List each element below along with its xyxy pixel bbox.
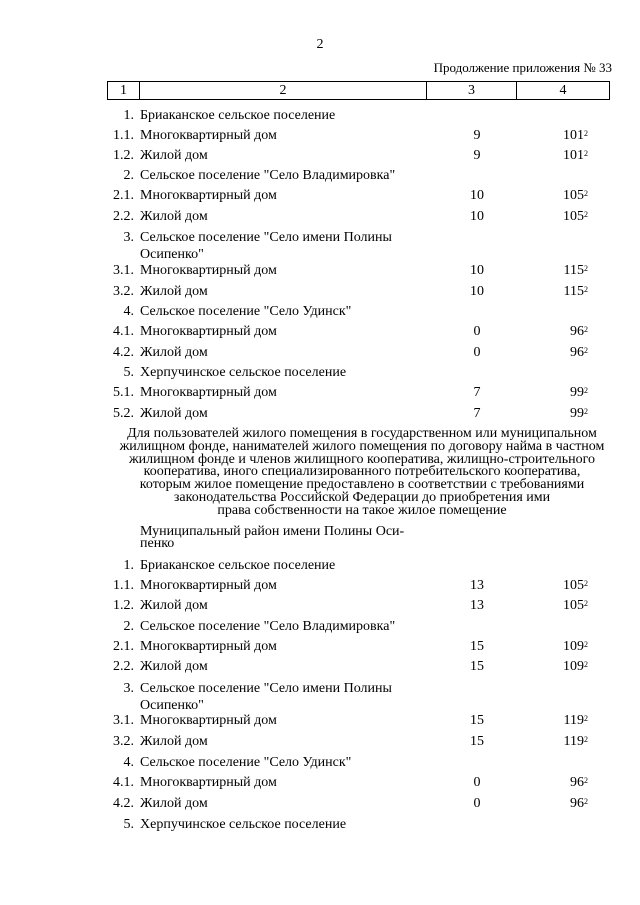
table-row (0, 638, 640, 658)
column-3-value: 10 (470, 284, 484, 299)
column-4-value: $101^2$ (563, 128, 588, 143)
row-number: 2. (123, 619, 134, 634)
row-name: Херпучинское сельское поселение (140, 365, 347, 380)
table-row (0, 283, 640, 303)
row-name-line: Сельское поселение "Село имени Полины (140, 681, 392, 696)
table-row (0, 712, 640, 732)
row-number: 1.2. (113, 148, 134, 163)
column-3-value: 0 (473, 345, 481, 360)
column-3-value: 9 (473, 148, 481, 163)
row-name: Жилой дом (140, 148, 208, 163)
table-row (0, 187, 640, 207)
row-number: 2.2. (113, 659, 134, 674)
table-row (0, 658, 640, 678)
superscript-note: 2 (584, 660, 588, 669)
row-number: 1.2. (113, 598, 134, 613)
table-row (0, 303, 640, 323)
column-3-value: 0 (473, 324, 481, 339)
table-row (0, 618, 640, 638)
row-name-line: Сельское поселение "Село имени Полины (140, 230, 392, 245)
row-name: Бриаканское сельское поселение (140, 558, 336, 573)
table-row (0, 364, 640, 384)
column-header-3: 3 (427, 82, 517, 100)
table-row (0, 208, 640, 228)
row-name: Многоквартирный дом (140, 263, 277, 278)
column-3-value: 13 (470, 578, 484, 593)
column-header-table (107, 81, 610, 100)
row-number: 1.1. (113, 128, 134, 143)
table-row (0, 167, 640, 187)
row-name: Сельское поселение "Село Владимировка" (140, 619, 396, 634)
row-name: Херпучинское сельское поселение (140, 817, 347, 832)
row-number: 1. (123, 108, 134, 123)
column-header-4: 4 (517, 82, 610, 100)
table-row (0, 127, 640, 147)
municipality-heading (140, 526, 404, 550)
column-4-value: $105^2$ (563, 188, 588, 203)
paragraph-line: кооператива, иного специализированного потребительского кооператива, (143, 464, 581, 480)
row-name: Жилой дом (140, 598, 208, 613)
page-number: 2 (316, 37, 324, 52)
column-4-value: $105^2$ (563, 598, 588, 613)
column-4-value: $115^2$ (563, 263, 588, 278)
table-row (0, 557, 640, 577)
paragraph-line: которым жилое помещение предоставлено в соответствии с требованиями (139, 477, 585, 493)
column-header-1: 1 (108, 82, 140, 100)
row-number: 4.2. (113, 345, 134, 360)
column-4-value: $109^2$ (563, 659, 588, 674)
row-number: 4.2. (113, 796, 134, 811)
superscript-note: 2 (584, 189, 588, 198)
row-name: Многоквартирный дом (140, 385, 277, 400)
superscript-note: 2 (584, 776, 588, 785)
column-3-value: 15 (470, 713, 484, 728)
column-3-value: 15 (470, 734, 484, 749)
row-name: Многоквартирный дом (140, 639, 277, 654)
row-name: Жилой дом (140, 796, 208, 811)
column-3-value: 10 (470, 209, 484, 224)
row-name: Сельское поселение "Село Удинск" (140, 304, 352, 319)
superscript-note: 2 (584, 264, 588, 273)
superscript-note: 2 (584, 599, 588, 608)
table-row (0, 816, 640, 836)
row-number: 3.1. (113, 263, 134, 278)
appendix-label: Продолжение приложения № 33 (433, 60, 612, 75)
row-name: Жилой дом (140, 345, 208, 360)
column-3-value: 10 (470, 188, 484, 203)
table-row (0, 680, 640, 713)
table-row (0, 344, 640, 364)
column-3-value: 0 (473, 775, 481, 790)
paragraph-line: Для пользователей жилого помещения в государственном или муниципальном (127, 426, 597, 441)
row-number: 3. (123, 681, 134, 696)
row-number: 4. (123, 755, 134, 770)
column-4-value: $115^2$ (563, 284, 588, 299)
column-3-value: 10 (470, 263, 484, 278)
superscript-note: 2 (584, 149, 588, 158)
paragraph-line: законодательства Российской Федерации до приобретения ими (173, 489, 551, 505)
row-number: 2.1. (113, 188, 134, 203)
column-4-value: $119^2$ (563, 713, 588, 728)
row-number: 5. (123, 365, 134, 380)
superscript-note: 2 (584, 797, 588, 806)
superscript-note: 2 (584, 579, 588, 588)
row-name (140, 229, 392, 263)
row-name-line: Осипенко" (140, 247, 204, 262)
superscript-note: 2 (584, 640, 588, 649)
column-header-2: 2 (140, 82, 427, 100)
row-name-line: Осипенко" (140, 698, 204, 713)
superscript-note: 2 (584, 129, 588, 138)
row-name: Жилой дом (140, 209, 208, 224)
column-3-value: 15 (470, 639, 484, 654)
row-number: 5. (123, 817, 134, 832)
superscript-note: 2 (584, 285, 588, 294)
column-3-value: 0 (473, 796, 481, 811)
superscript-note: 2 (584, 407, 588, 416)
table-row (0, 774, 640, 794)
row-number: 3.2. (113, 734, 134, 749)
table-row (0, 229, 640, 262)
superscript-note: 2 (584, 714, 588, 723)
paragraph-line: жилищном фонде, нанимателей жилого помещения по договору найма в частном (119, 438, 605, 454)
row-number: 2. (123, 168, 134, 183)
column-4-value: $99^2$ (570, 406, 588, 421)
row-number: 1.1. (113, 578, 134, 593)
row-name: Сельское поселение "Село Владимировка" (140, 168, 396, 183)
row-number: 4. (123, 304, 134, 319)
row-number: 3.1. (113, 713, 134, 728)
table-row (0, 597, 640, 617)
row-name: Жилой дом (140, 406, 208, 421)
column-4-value: $96^2$ (570, 324, 588, 339)
category-paragraph (92, 428, 632, 518)
row-name: Многоквартирный дом (140, 128, 277, 143)
column-4-value: $105^2$ (563, 209, 588, 224)
row-number: 3. (123, 230, 134, 245)
municipality-line: Муниципальный район имени Полины Оси- (140, 524, 405, 539)
row-number: 4.1. (113, 775, 134, 790)
row-number: 2.1. (113, 639, 134, 654)
row-name: Бриаканское сельское поселение (140, 108, 336, 123)
municipality-line: пенко (140, 536, 175, 551)
paragraph-line: права собственности на такое жилое помещение (217, 502, 507, 518)
row-name: Многоквартирный дом (140, 713, 277, 728)
row-number: 5.2. (113, 406, 134, 421)
row-name (140, 680, 392, 714)
column-4-value: $96^2$ (570, 775, 588, 790)
column-3-value: 15 (470, 659, 484, 674)
column-3-value: 13 (470, 598, 484, 613)
table-row (0, 107, 640, 127)
row-number: 2.2. (113, 209, 134, 224)
row-name: Жилой дом (140, 734, 208, 749)
superscript-note: 2 (584, 386, 588, 395)
superscript-note: 2 (584, 210, 588, 219)
column-4-value: $109^2$ (563, 639, 588, 654)
column-4-value: $105^2$ (563, 578, 588, 593)
column-4-value: $101^2$ (563, 148, 588, 163)
superscript-note: 2 (584, 346, 588, 355)
row-name: Сельское поселение "Село Удинск" (140, 755, 352, 770)
table-row (0, 147, 640, 167)
column-4-value: $99^2$ (570, 385, 588, 400)
column-3-value: 7 (473, 385, 481, 400)
row-name: Многоквартирный дом (140, 775, 277, 790)
column-4-value: $96^2$ (570, 345, 588, 360)
row-name: Многоквартирный дом (140, 324, 277, 339)
superscript-note: 2 (584, 735, 588, 744)
table-row (0, 577, 640, 597)
superscript-note: 2 (584, 325, 588, 334)
column-3-value: 9 (473, 128, 481, 143)
column-3-value: 7 (473, 406, 481, 421)
table-row (0, 405, 640, 425)
column-4-value: $96^2$ (570, 796, 588, 811)
table-row (0, 795, 640, 815)
row-number: 1. (123, 558, 134, 573)
table-row (0, 323, 640, 343)
table-row (0, 733, 640, 753)
row-name: Многоквартирный дом (140, 188, 277, 203)
row-number: 5.1. (113, 385, 134, 400)
row-number: 4.1. (113, 324, 134, 339)
table-row (0, 754, 640, 774)
table-row (0, 384, 640, 404)
row-name: Жилой дом (140, 284, 208, 299)
column-4-value: $119^2$ (563, 734, 588, 749)
row-name: Жилой дом (140, 659, 208, 674)
row-number: 3.2. (113, 284, 134, 299)
paragraph-line: жилищном фонде и членов жилищного кооператива, жилищно-строительного (128, 451, 596, 467)
table-row (0, 262, 640, 282)
row-name: Многоквартирный дом (140, 578, 277, 593)
